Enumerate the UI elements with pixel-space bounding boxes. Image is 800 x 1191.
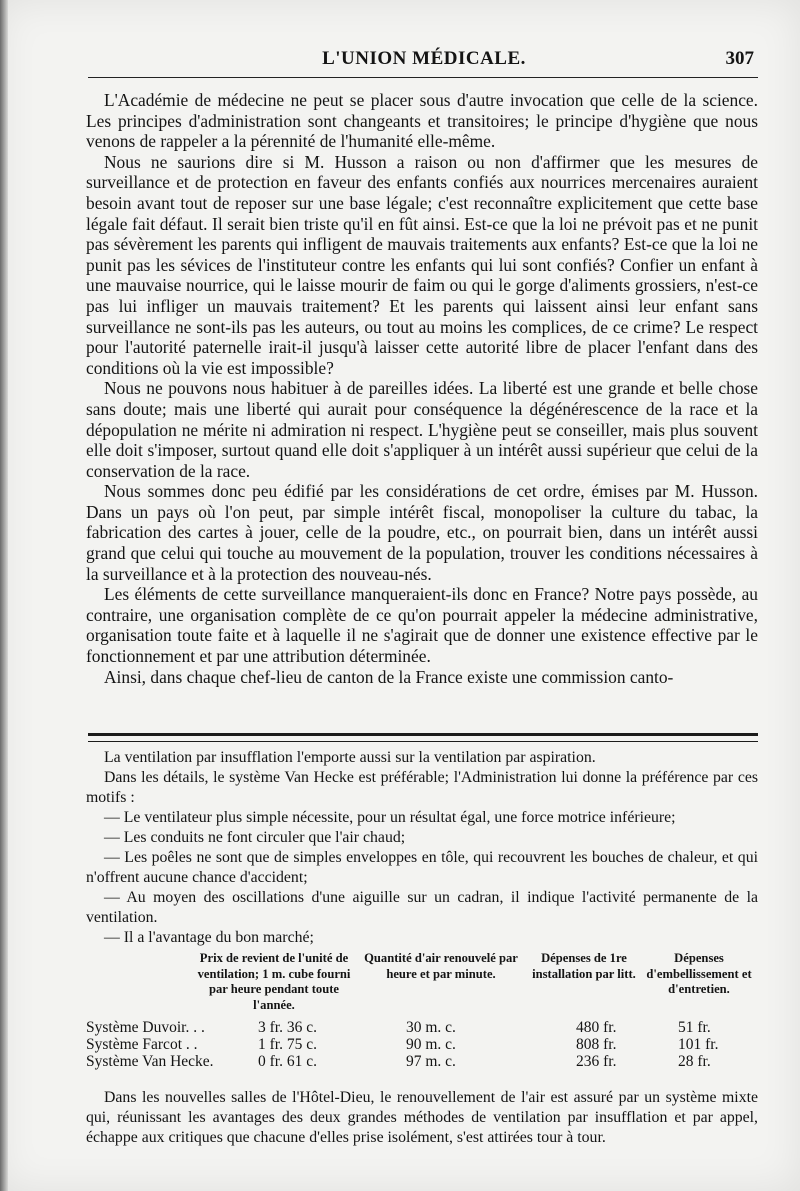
paragraph: Dans les nouvelles salles de l'Hôtel-Dieu, le renouvellement de l'air est assuré par un système mixte qui, réunissant les avantages des deux grandes méthodes de ventilation par insufflation et par appel, échappe aux critiques que chacune d'elles prise isolément, s'est attirées tour à tour.	[86, 1089, 758, 1146]
journal-title: L'UNION MÉDICALE.	[322, 48, 526, 69]
maintenance-cost: 51 fr.	[678, 1019, 711, 1036]
ventilation-cost-table	[86, 1019, 758, 1070]
paragraph: Les éléments de cette surveillance manqueraient-ils donc en France? Notre pays possède, au contraire, une organisation complète de ce qu'on pourrait appeler la médecine administrative, organisation toute faite et à laquelle il ne s'agirait que de donner une existence effective par le fonctionnement et par une attribution déterminée.	[86, 584, 758, 667]
section-divider	[88, 733, 758, 742]
column-header-air-volume: Quantité d'air renouvelé par heure et par minute.	[364, 951, 518, 981]
paragraph: Ainsi, dans chaque chef-lieu de canton de la France existe une commission canto-	[104, 666, 674, 687]
system-name: Système Duvoir. . .	[86, 1019, 205, 1036]
system-name: Système Van Hecke.	[86, 1053, 214, 1070]
system-name: Système Farcot . .	[86, 1036, 198, 1053]
main-article-text	[86, 90, 758, 687]
installation-cost: 236 fr.	[576, 1053, 617, 1070]
unit-cost: 1 fr. 75 c.	[258, 1036, 317, 1053]
paragraph: Nous sommes donc peu édifié par les considérations de cet ordre, émises par M. Husson. Dans un pays où l'on peut, par simple intérêt fiscal, monopoliser la culture du tabac, la fabrication des cartes à jouer, celle de la poudre, etc., on pourrait bien, dans un intérêt aussi grand que celui qui touche au mouvement de la population, trouver les conditions nécessaires à la surveillance et à la protection des nouveau-nés.	[86, 481, 758, 584]
list-item: — Le ventilateur plus simple nécessite, pour un résultat égal, une force motrice inférieure;	[104, 809, 676, 826]
paragraph: Nous ne saurions dire si M. Husson a raison ou non d'affirmer que les mesures de surveillance et de protection en faveur des enfants confiés aux nourrices mercenaires auraient besoin avant tout de reposer sur une base légale; c'est reconnaître explicitement que cette base légale fait défaut. Il serait bien triste qu'il en fût ainsi. Est-ce que la loi ne prévoit pas et ne punit pas sévèrement les parents qui infligent de mauvais traitements aux enfants? Est-ce que la loi ne punit pas les sévices de l'instituteur contre les enfants qui lui sont confiés? Confier un enfant à une mauvaise nourrice, qui le laisse mourir de faim ou qui le gorge d'aliments grossiers, n'est-ce pas lui infliger un mauvais traitement? Et les parents qui laissent ainsi leur enfant sans surveillance ne sont-ils pas les auteurs, ou tout au moins les complices, de ce crime? Le respect pour l'autorité paternelle irait-il jusqu'à laisser cette autorité libre de placer l'enfant dans des conditions où la vie est impossible?	[86, 151, 758, 378]
running-header	[90, 48, 758, 76]
list-item: — Au moyen des oscillations d'une aiguille sur un cadran, il indique l'activité permanente de la ventilation.	[86, 889, 758, 926]
header-rule	[88, 77, 758, 78]
list-item: — Les conduits ne font circuler que l'air chaud;	[104, 829, 406, 846]
table-row	[86, 1053, 758, 1070]
maintenance-cost: 101 fr.	[678, 1036, 719, 1053]
air-volume: 30 m. c.	[406, 1019, 456, 1036]
column-header-maintenance: Dépenses d'embellissement et d'entretien.	[646, 951, 752, 996]
installation-cost: 808 fr.	[576, 1036, 617, 1053]
list-item: — Les poêles ne sont que de simples enveloppes en tôle, qui recouvrent les bouches de chaleur, et qui n'offrent aucune chance d'accident;	[86, 849, 758, 886]
maintenance-cost: 28 fr.	[678, 1053, 711, 1070]
paragraph: L'Académie de médecine ne peut se placer sous d'autre invocation que celle de la science. Les principes d'administration sont changeants et transitoires; le principe d'hygiène que nous venons de rappeler a la pérennité de l'humanité elle-même.	[86, 90, 758, 152]
page-number: 307	[725, 48, 754, 69]
list-item: — Il a l'avantage du bon marché;	[104, 929, 314, 946]
column-header-installation: Dépenses de 1re installation par litt.	[532, 951, 636, 981]
unit-cost: 3 fr. 36 c.	[258, 1019, 317, 1036]
ventilation-section-text	[86, 748, 758, 948]
closing-text	[86, 1088, 758, 1148]
installation-cost: 480 fr.	[576, 1019, 617, 1036]
table-row	[86, 1036, 758, 1053]
paragraph: La ventilation par insufflation l'emporte aussi sur la ventilation par aspiration.	[104, 749, 596, 766]
unit-cost: 0 fr. 61 c.	[258, 1053, 317, 1070]
page-binding-edge	[0, 0, 8, 1191]
column-header-cost: Prix de revient de l'unité de ventilation; 1 m. cube fourni par heure pendant toute l'année.	[197, 951, 351, 1012]
air-volume: 90 m. c.	[406, 1036, 456, 1053]
table-row	[86, 1019, 758, 1036]
air-volume: 97 m. c.	[406, 1053, 456, 1070]
paragraph: Nous ne pouvons nous habituer à de pareilles idées. La liberté est une grande et belle chose sans doute; mais une liberté qui aurait pour conséquence la dégénérescence de la race et la dépopulation ne mérite ni admiration ni respect. L'hygiène peut se conseiller, mais plus souvent elle doit s'imposer, surtout quand elle doit s'appliquer à un intérêt aussi supérieur que celui de la conservation de la race.	[86, 378, 758, 481]
paragraph: Dans les détails, le système Van Hecke est préférable; l'Administration lui donne la préférence par ces motifs :	[86, 769, 758, 806]
